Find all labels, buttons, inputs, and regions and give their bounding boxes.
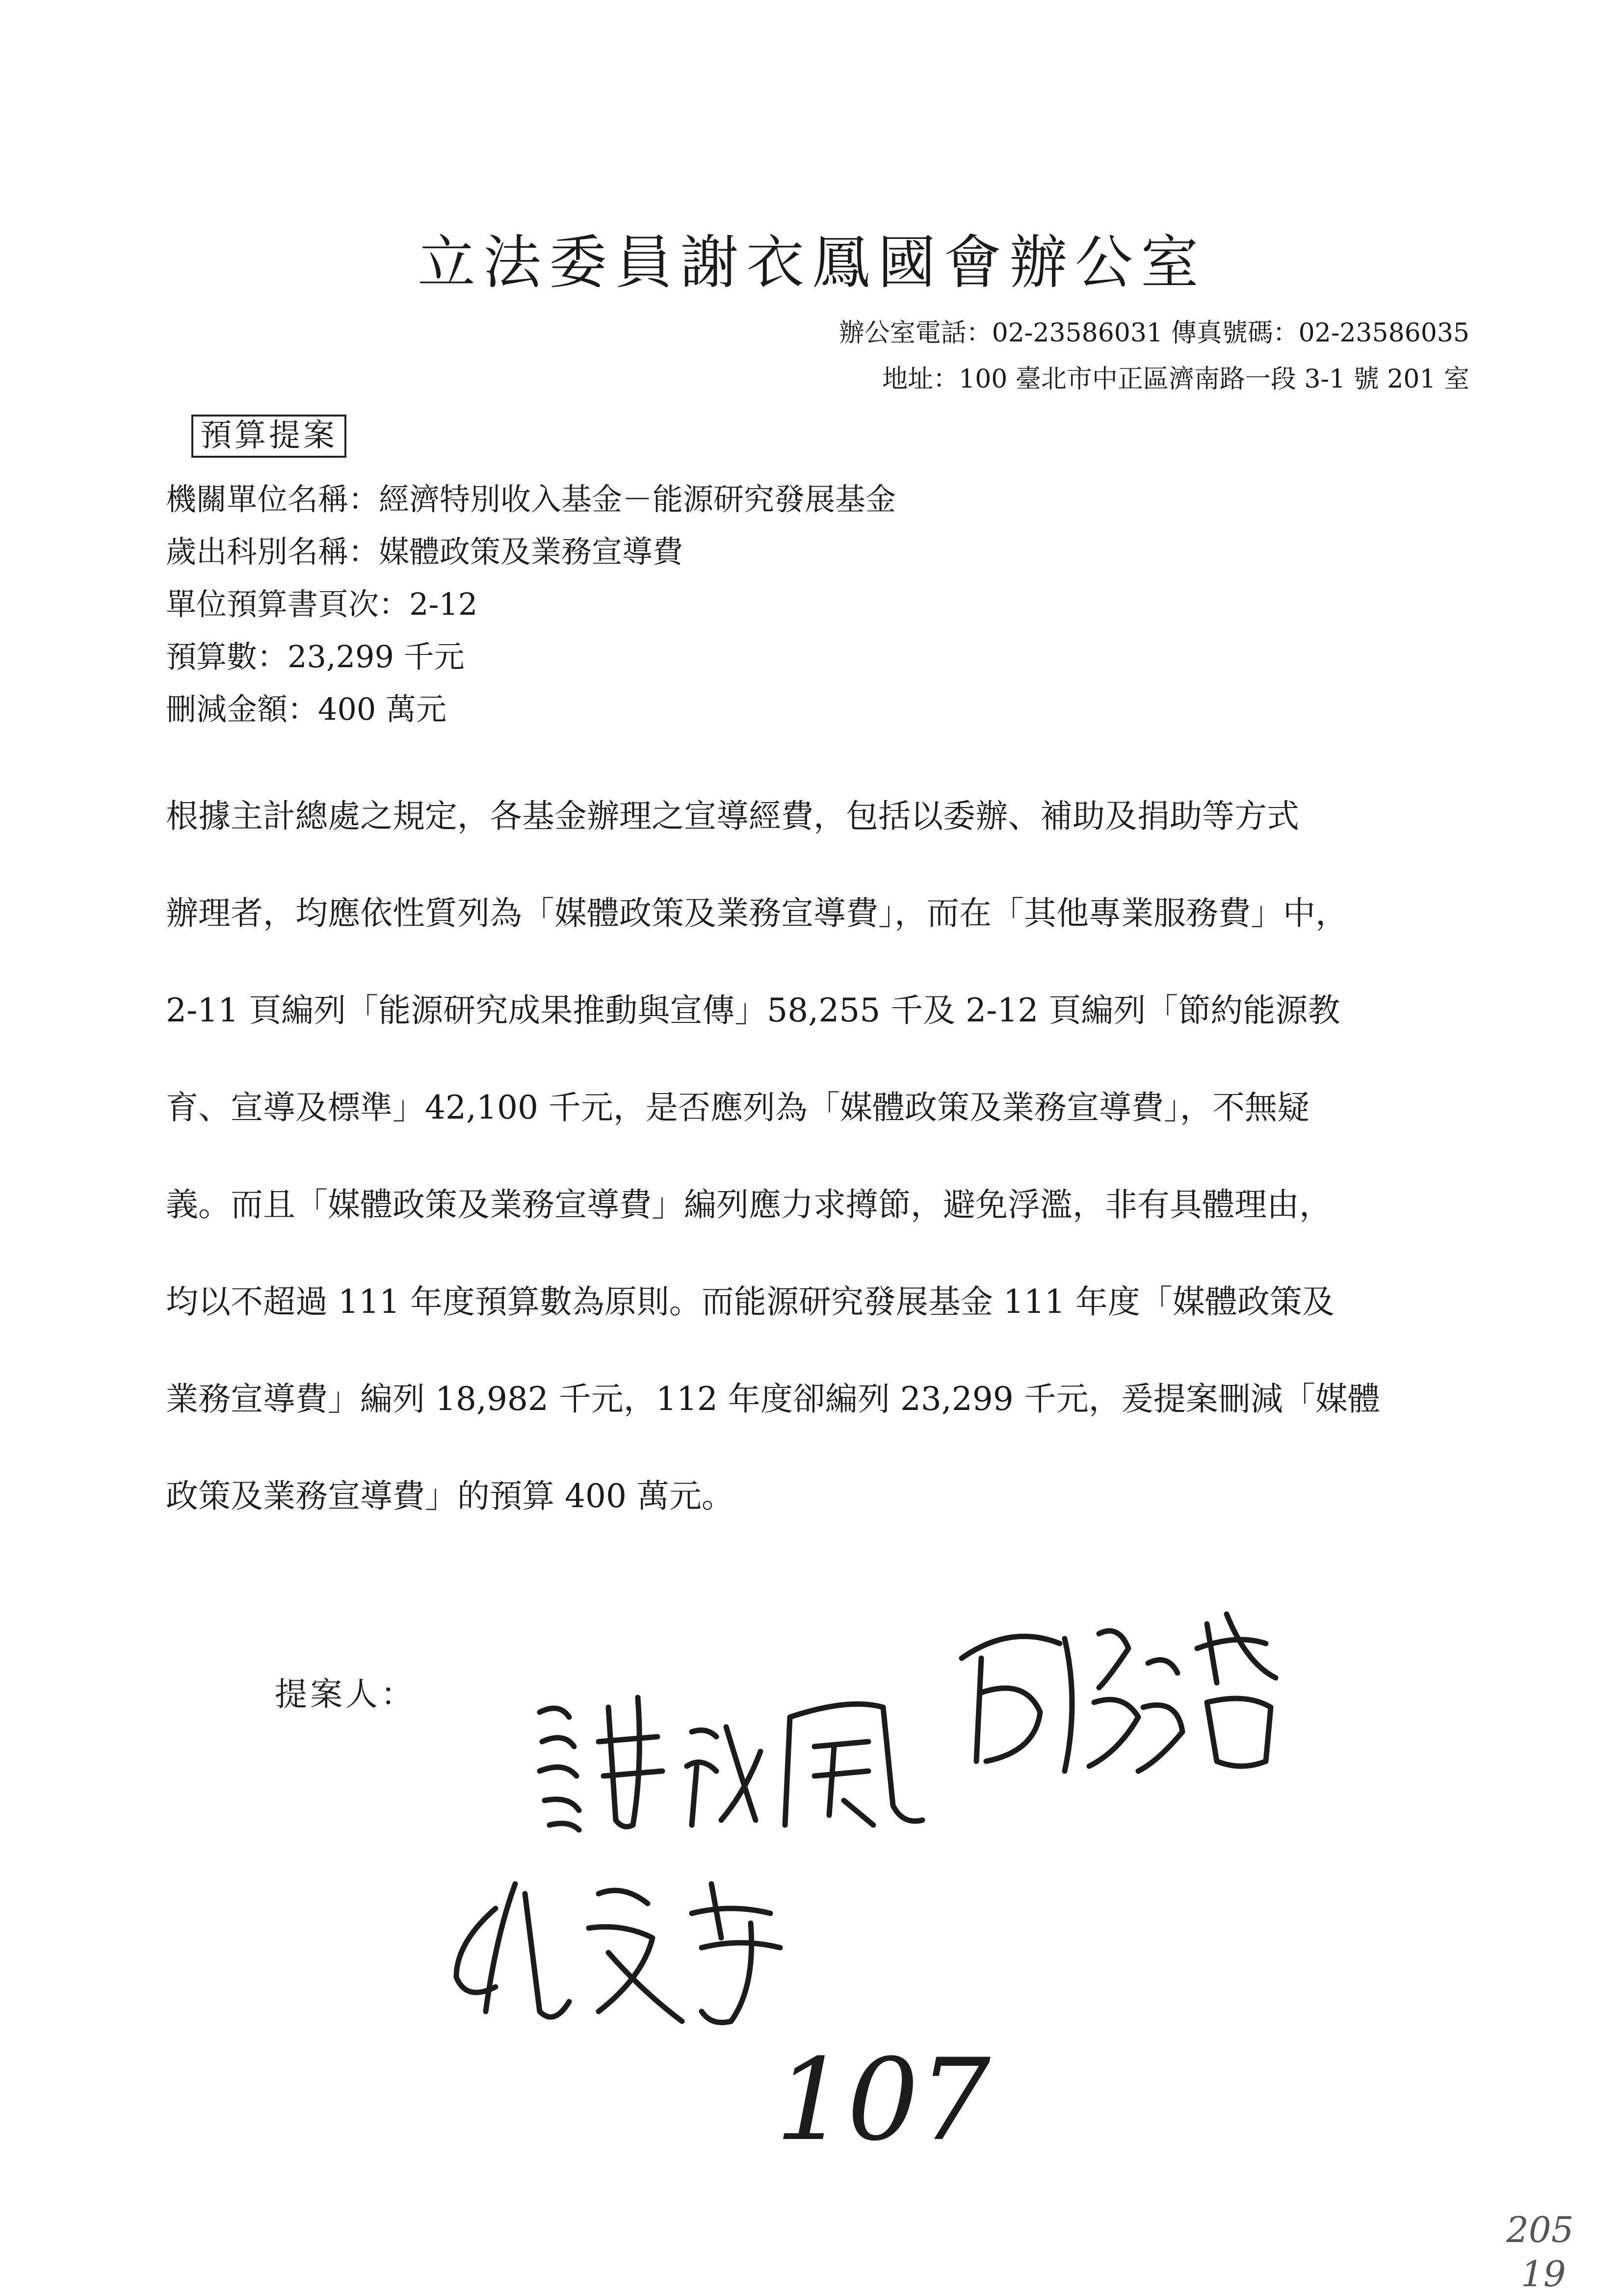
body-line: 2-11 頁編列「能源研究成果推動與宣傳」58,255 千及 2-12 頁編列「節約能源教 [166,991,1340,1029]
proposer-label: 提案人： [275,1675,416,1713]
svg-text:19: 19 [1521,2253,1566,2295]
signature-3 [437,1864,829,2041]
body-line: 義。而且「媒體政策及業務宣導費」編列應力求撙節，避免浮濫，非有具體理由， [166,1186,1332,1224]
signature-2 [952,1604,1285,1791]
field-agency-name: 機關單位名稱：經濟特別收入基金－能源研究發展基金 [166,481,896,517]
body-line: 根據主計總處之規定，各基金辦理之宣導經費，包括以委辦、補助及捐助等方式 [166,797,1299,835]
field-expenditure-category: 歲出科別名稱：媒體政策及業務宣導費 [166,534,683,570]
svg-text:205: 205 [1506,2209,1574,2250]
body-line: 辦理者，均應依性質列為「媒體政策及業務宣導費」，而在「其他專業服務費」中， [166,894,1348,932]
contact-address-line: 地址：100 臺北市中正區濟南路一段 3-1 號 201 室 [882,365,1469,394]
body-line: 育、宣導及標準」42,100 千元，是否應列為「媒體政策及業務宣導費」，不無疑 [166,1089,1310,1126]
signature-1 [530,1678,942,1835]
body-line: 業務宣導費」編列 18,982 千元，112 年度卻編列 23,299 千元，爰提案刪減「媒體 [166,1380,1380,1418]
svg-text:107: 107 [775,2035,991,2166]
office-title: 立法委員謝衣鳳國會辦公室 [417,229,1206,296]
body-line: 政策及業務宣導費」的預算 400 萬元。 [166,1477,734,1515]
body-line: 均以不超過 111 年度預算數為原則。而能源研究發展基金 111 年度「媒體政策及 [166,1283,1335,1321]
page-number-stamp [1501,2208,1619,2296]
field-budget-page: 單位預算書頁次：2-12 [166,586,478,622]
field-budget-amount: 預算數：23,299 千元 [166,639,465,675]
contact-phone-line: 辦公室電話：02-23586031 傳真號碼：02-23586035 [838,318,1469,348]
field-cut-amount: 刪減金額：400 萬元 [166,691,447,727]
proposal-type-tag: 預算提案 [191,415,346,458]
handwritten-number [765,2031,1040,2166]
